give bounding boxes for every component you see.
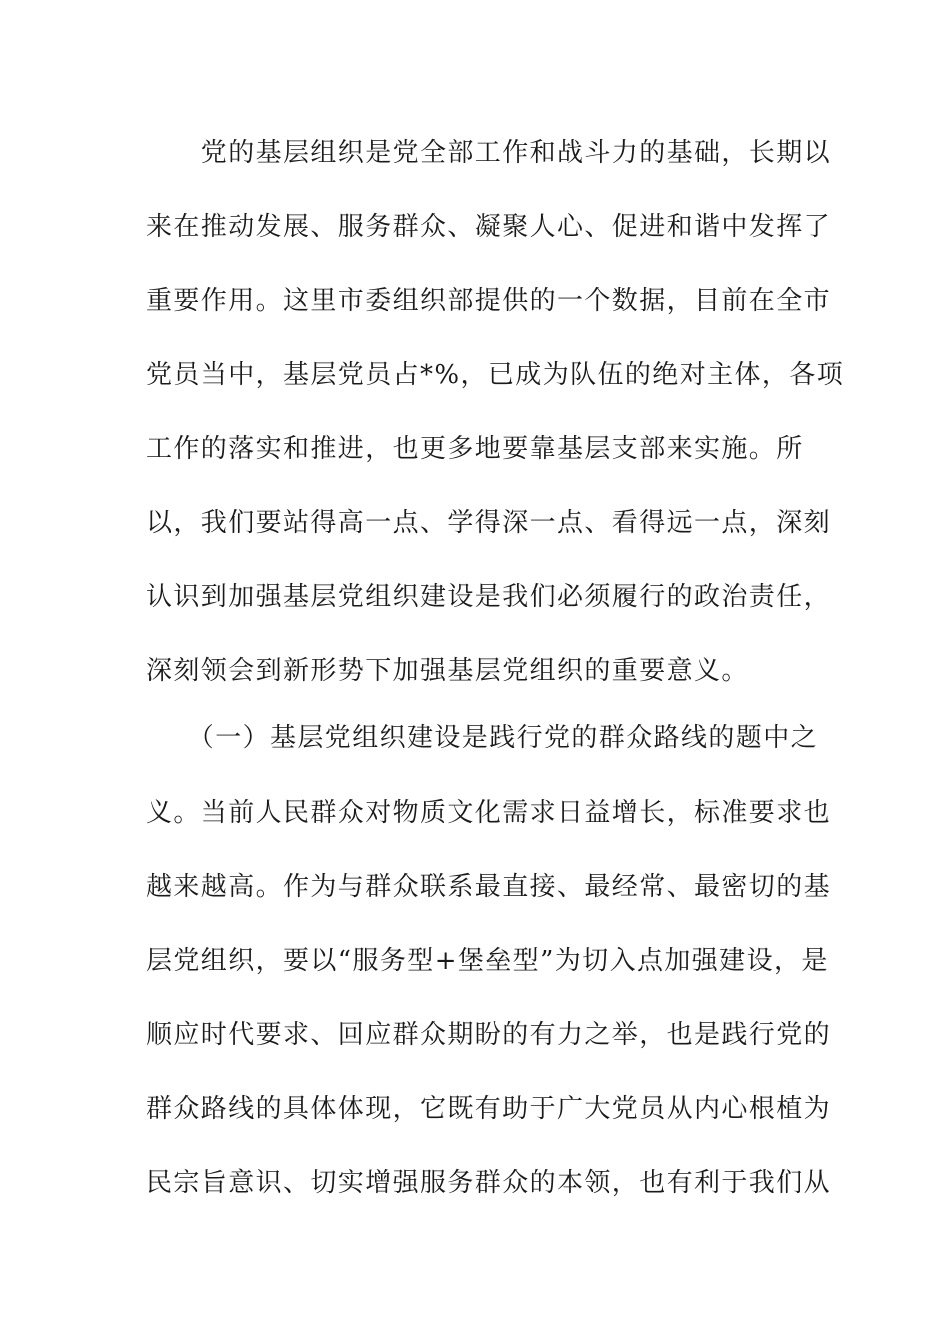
paragraph-line: 顺应时代要求、回应群众期盼的有力之举，也是践行党的 [146,1020,832,1050]
paragraph-line: （一）基层党组织建设是践行党的群众路线的题中之 [146,723,819,753]
paragraph-line: 党员当中，基层党员占*%，已成为队伍的绝对主体，各项 [146,360,845,390]
paragraph-line: 群众路线的具体体现，它既有助于广大党员从内心根植为 [146,1094,832,1124]
paragraph-line: 深刻领会到新形势下加强基层党组织的重要意义。 [146,656,749,686]
paragraph-line: 工作的落实和推进，也更多地要靠基层支部来实施。所 [146,434,804,464]
paragraph-line: 民宗旨意识、切实增强服务群众的本领，也有利于我们从 [146,1168,832,1198]
paragraph-line: 来在推动发展、服务群众、凝聚人心、促进和谐中发挥了 [146,212,832,242]
paragraph-line: 党的基层组织是党全部工作和战斗力的基础，长期以 [146,138,832,168]
paragraph-line: 层党组织，要以“服务型+堡垒型”为切入点加强建设，是 [146,946,829,976]
paragraph-line: 越来越高。作为与群众联系最直接、最经常、最密切的基 [146,872,832,902]
paragraph-line: 认识到加强基层党组织建设是我们必须履行的政治责任， [146,582,832,612]
paragraph-line: 重要作用。这里市委组织部提供的一个数据，目前在全市 [146,286,832,316]
paragraph-line: 以，我们要站得高一点、学得深一点、看得远一点，深刻 [146,508,832,538]
paragraph-line: 义。当前人民群众对物质文化需求日益增长，标准要求也 [146,798,832,828]
